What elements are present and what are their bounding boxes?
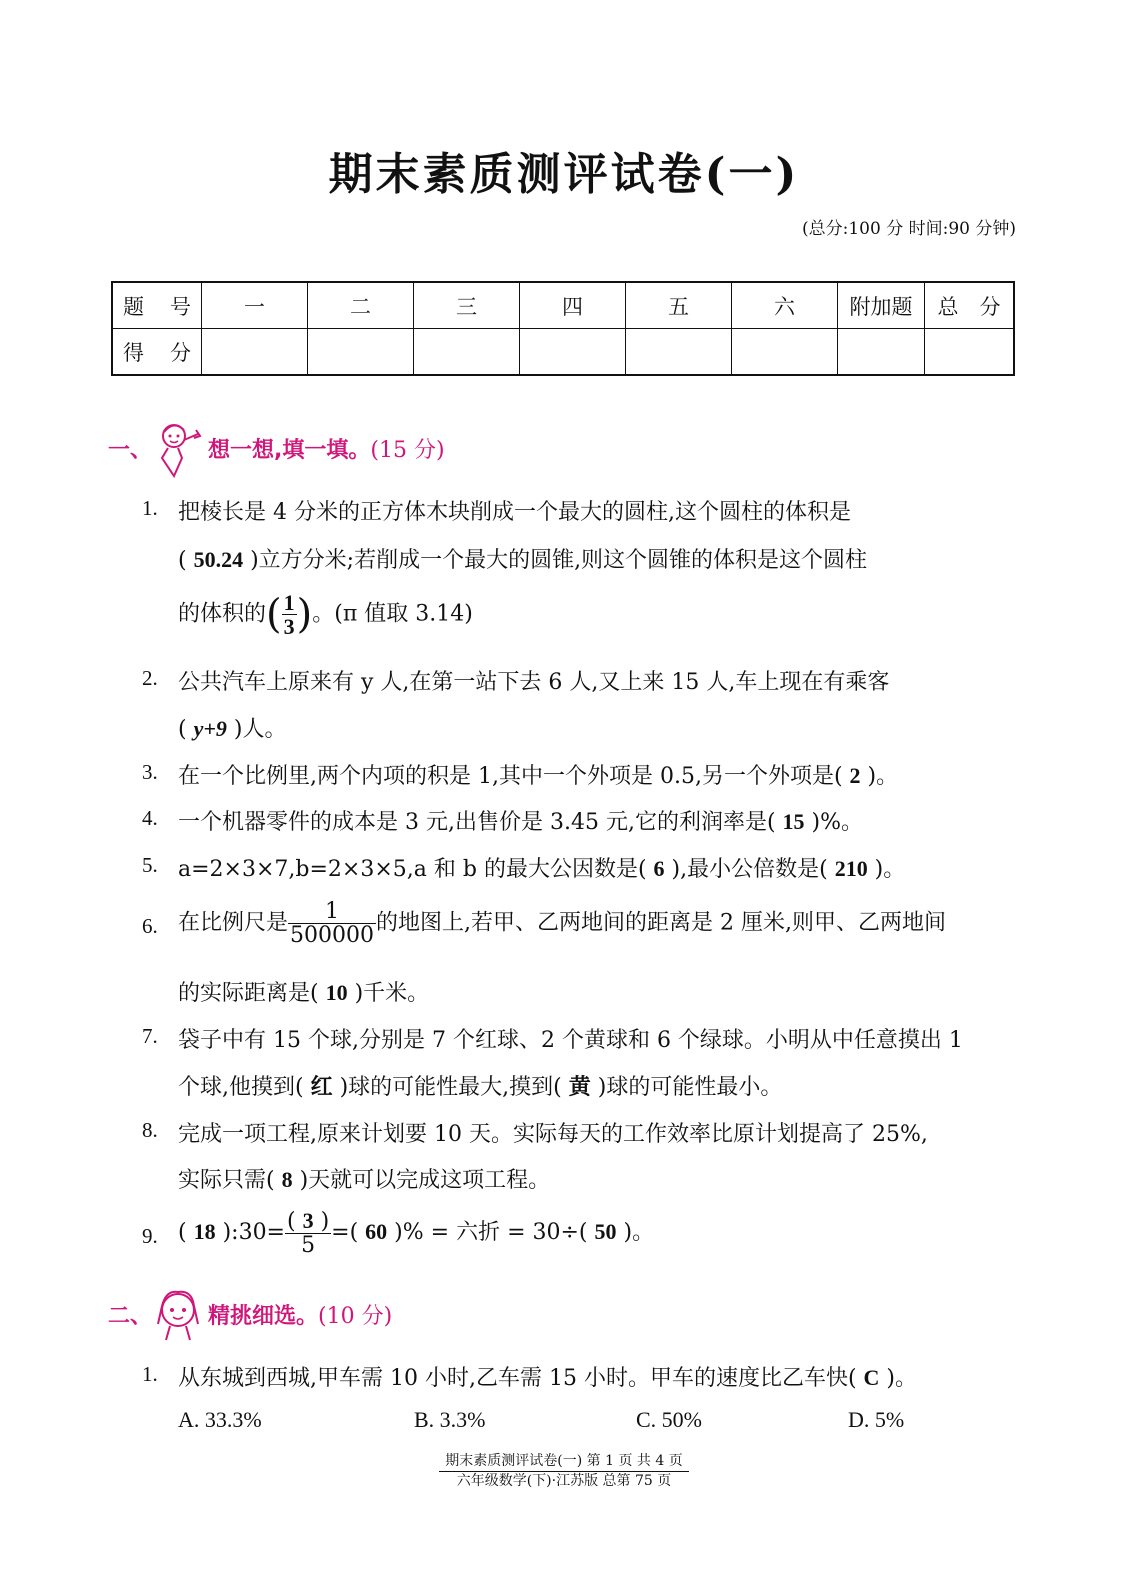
fraction bbox=[285, 1209, 331, 1257]
q6-line1 bbox=[178, 900, 946, 947]
section-2-points: (10 分) bbox=[318, 1303, 393, 1329]
section-1-title: 想一想,填一填。 bbox=[208, 437, 371, 463]
score-cell[interactable] bbox=[732, 329, 838, 376]
question-number: 8. bbox=[142, 1118, 158, 1142]
question-number: 7. bbox=[142, 1024, 158, 1048]
answer: 15 bbox=[782, 809, 805, 834]
footer-line2: 六年级数学(下)·江苏版 总第 75 页 bbox=[456, 1472, 672, 1489]
answer: 50 bbox=[594, 1219, 617, 1245]
q5-line bbox=[178, 852, 905, 883]
paren: ( bbox=[266, 591, 282, 638]
q1-line3 bbox=[178, 591, 473, 638]
score-cell[interactable] bbox=[925, 329, 1015, 376]
question-number: 2. bbox=[142, 666, 158, 690]
answer: 2 bbox=[849, 763, 861, 788]
answer: 6 bbox=[653, 856, 665, 881]
score-cell[interactable] bbox=[838, 329, 925, 376]
answer: 18 bbox=[193, 1219, 216, 1245]
page-footer bbox=[0, 1452, 1128, 1491]
paren: ) bbox=[296, 591, 313, 638]
text: 的地图上,若甲、乙两地间的距离是 2 厘米,则甲、乙两地间 bbox=[376, 910, 946, 936]
score-cell[interactable] bbox=[414, 329, 520, 376]
text: 在一个比例里,两个内项的积是 1,其中一个外项是 0.5,另一个外项是( bbox=[178, 764, 850, 789]
text: ( bbox=[178, 1220, 194, 1246]
section-2-header bbox=[108, 1284, 392, 1344]
text: ):30= bbox=[215, 1220, 285, 1246]
numerator: 1 bbox=[288, 900, 376, 924]
answer: 210 bbox=[834, 856, 868, 881]
numerator bbox=[285, 1209, 331, 1234]
text: 的体积的 bbox=[178, 601, 267, 627]
header-label: 题 号 bbox=[112, 282, 202, 329]
text: )球的可能性最小。 bbox=[590, 1075, 783, 1100]
question-number: 9. bbox=[142, 1224, 158, 1248]
answer: 红 bbox=[310, 1074, 333, 1099]
text: =( bbox=[331, 1220, 366, 1246]
page-title: 期末素质测评试卷(一) bbox=[328, 149, 800, 200]
denominator: 500000 bbox=[290, 923, 374, 949]
score-cell[interactable] bbox=[308, 329, 414, 376]
footer-line1: 期末素质测评试卷(一) 第 1 页 共 4 页 bbox=[439, 1452, 688, 1472]
question-number: 1. bbox=[142, 496, 158, 520]
text: )球的可能性最大,摸到( bbox=[332, 1075, 569, 1100]
question-number: 4. bbox=[142, 806, 158, 830]
text: a=2×3×7,b=2×3×5,a 和 b 的最大公因数是( bbox=[178, 857, 654, 882]
option-a[interactable]: A. 33.3% bbox=[178, 1407, 262, 1432]
score-table-header-row bbox=[112, 282, 1014, 329]
section-2-title: 精挑细选。 bbox=[208, 1303, 319, 1329]
q8-line1: 完成一项工程,原来计划要 10 天。实际每天的工作效率比原计划提高了 25%, bbox=[178, 1122, 928, 1147]
section-1-points: (15 分) bbox=[370, 437, 445, 463]
option-d[interactable]: D. 5% bbox=[848, 1407, 905, 1432]
text: 从东城到西城,甲车需 10 小时,乙车需 15 小时。甲车的速度比乙车快( bbox=[178, 1366, 864, 1391]
q9-line bbox=[178, 1209, 654, 1257]
cartoon-girl-icon bbox=[152, 1284, 208, 1344]
q4-line bbox=[178, 805, 863, 836]
text: )人。 bbox=[226, 717, 287, 742]
text: 实际只需( bbox=[178, 1168, 282, 1193]
text: )。 bbox=[867, 857, 906, 882]
q2-line2 bbox=[178, 712, 286, 743]
cartoon-mascot-icon bbox=[152, 418, 208, 478]
text: ( bbox=[178, 717, 194, 742]
text: )千米。 bbox=[347, 981, 430, 1006]
q3-line bbox=[178, 759, 898, 790]
answer: 60 bbox=[365, 1219, 388, 1245]
denominator: 3 bbox=[283, 614, 295, 640]
option-c[interactable]: C. 50% bbox=[636, 1407, 702, 1432]
col-2: 二 bbox=[308, 282, 414, 329]
option-b[interactable]: B. 3.3% bbox=[414, 1407, 486, 1432]
answer: 黄 bbox=[568, 1074, 591, 1099]
text: ( bbox=[287, 1209, 303, 1234]
answer-fraction bbox=[282, 591, 297, 638]
exam-meta: (总分:100 分 时间:90 分钟) bbox=[801, 219, 1016, 239]
question-number: 1. bbox=[142, 1362, 158, 1386]
score-table bbox=[111, 281, 1015, 376]
text: 的实际距离是( bbox=[178, 981, 326, 1006]
q2-line1: 公共汽车上原来有 y 人,在第一站下去 6 人,又上来 15 人,车上现在有乘客 bbox=[178, 670, 890, 695]
question-number: 3. bbox=[142, 760, 158, 784]
col-1: 一 bbox=[202, 282, 308, 329]
col-bonus: 附加题 bbox=[838, 282, 925, 329]
text: )%。 bbox=[804, 810, 864, 835]
section-1-header bbox=[108, 418, 445, 478]
text: ( bbox=[178, 548, 194, 573]
q1-line1: 把棱长是 4 分米的正方体木块削成一个最大的圆柱,这个圆柱的体积是 bbox=[178, 500, 851, 525]
q7-line2 bbox=[178, 1070, 782, 1101]
col-total: 总 分 bbox=[925, 282, 1015, 329]
score-table-score-row bbox=[112, 329, 1014, 376]
question-number: 6. bbox=[142, 914, 158, 938]
text: ),最小公倍数是( bbox=[664, 857, 835, 882]
col-3: 三 bbox=[414, 282, 520, 329]
score-cell[interactable] bbox=[626, 329, 732, 376]
score-cell[interactable] bbox=[202, 329, 308, 376]
answer: 3 bbox=[302, 1208, 314, 1233]
q7-line1: 袋子中有 15 个球,分别是 7 个红球、2 个黄球和 6 个绿球。小明从中任意摸出 1 bbox=[178, 1028, 963, 1053]
denominator: 5 bbox=[301, 1233, 316, 1259]
text: )% = 六折 = 30÷( bbox=[387, 1220, 595, 1246]
question-number: 5. bbox=[142, 853, 158, 877]
text: ) bbox=[313, 1209, 330, 1234]
text: )。 bbox=[860, 764, 899, 789]
col-5: 五 bbox=[626, 282, 732, 329]
text: )。 bbox=[879, 1366, 917, 1391]
q6-line2 bbox=[178, 976, 429, 1007]
text: 一个机器零件的成本是 3 元,出售价是 3.45 元,它的利润率是( bbox=[178, 810, 783, 835]
text: )立方分米;若削成一个最大的圆锥,则这个圆锥的体积是这个圆柱 bbox=[243, 548, 868, 573]
text: 在比例尺是 bbox=[178, 910, 289, 936]
q8-line2 bbox=[178, 1163, 550, 1194]
text: )天就可以完成这项工程。 bbox=[292, 1168, 551, 1193]
row-label: 得 分 bbox=[112, 329, 202, 376]
scale-fraction bbox=[288, 900, 376, 947]
col-4: 四 bbox=[520, 282, 626, 329]
q1-line2 bbox=[178, 543, 867, 574]
text: 。(π 值取 3.14) bbox=[312, 601, 473, 627]
text: 个球,他摸到( bbox=[178, 1075, 311, 1100]
answer: 10 bbox=[325, 980, 348, 1005]
score-cell[interactable] bbox=[520, 329, 626, 376]
answer: 8 bbox=[281, 1167, 293, 1192]
section-2-number: 二、 bbox=[108, 1302, 153, 1329]
text: )。 bbox=[616, 1220, 655, 1246]
s2q1-line bbox=[178, 1361, 917, 1392]
answer: C bbox=[863, 1365, 880, 1390]
numerator: 1 bbox=[283, 590, 295, 615]
section-1-number: 一、 bbox=[108, 436, 153, 463]
col-6: 六 bbox=[732, 282, 838, 329]
answer: y+9 bbox=[193, 716, 227, 741]
answer: 50.24 bbox=[193, 547, 244, 572]
